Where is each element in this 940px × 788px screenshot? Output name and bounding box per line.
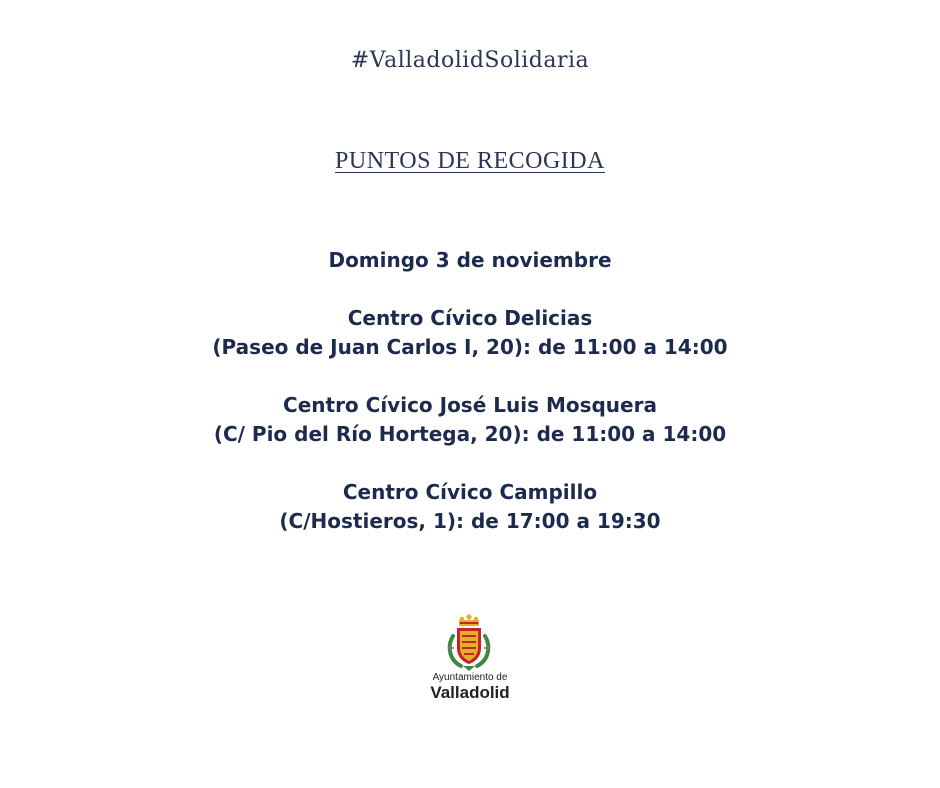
location-detail: (C/ Pio del Río Hortega, 20): de 11:00 a 14:00 [213, 422, 727, 446]
location-item [0, 391, 940, 449]
logo-line-2: Valladolid [430, 683, 510, 702]
collection-points [0, 246, 940, 536]
location-detail: (Paseo de Juan Carlos I, 20): de 11:00 a 14:00 [212, 335, 728, 359]
location-name: Centro Cívico Campillo [342, 480, 598, 504]
valladolid-coat-of-arms-icon [444, 614, 494, 672]
hashtag: #ValladolidSolidaria [350, 48, 590, 73]
location-name: Centro Cívico José Luis Mosquera [283, 393, 657, 417]
page-title [0, 148, 940, 175]
logo-line-1: Ayuntamiento de [432, 672, 508, 683]
location-item [0, 478, 940, 536]
location-name: Centro Cívico Delicias [347, 306, 593, 330]
ayuntamiento-logo [420, 614, 520, 704]
page-title-text: PUNTOS DE RECOGIDA [335, 148, 605, 174]
location-item [0, 304, 940, 362]
event-date: Domingo 3 de noviembre [328, 248, 612, 272]
location-detail: (C/Hostieros, 1): de 17:00 a 19:30 [279, 509, 661, 533]
